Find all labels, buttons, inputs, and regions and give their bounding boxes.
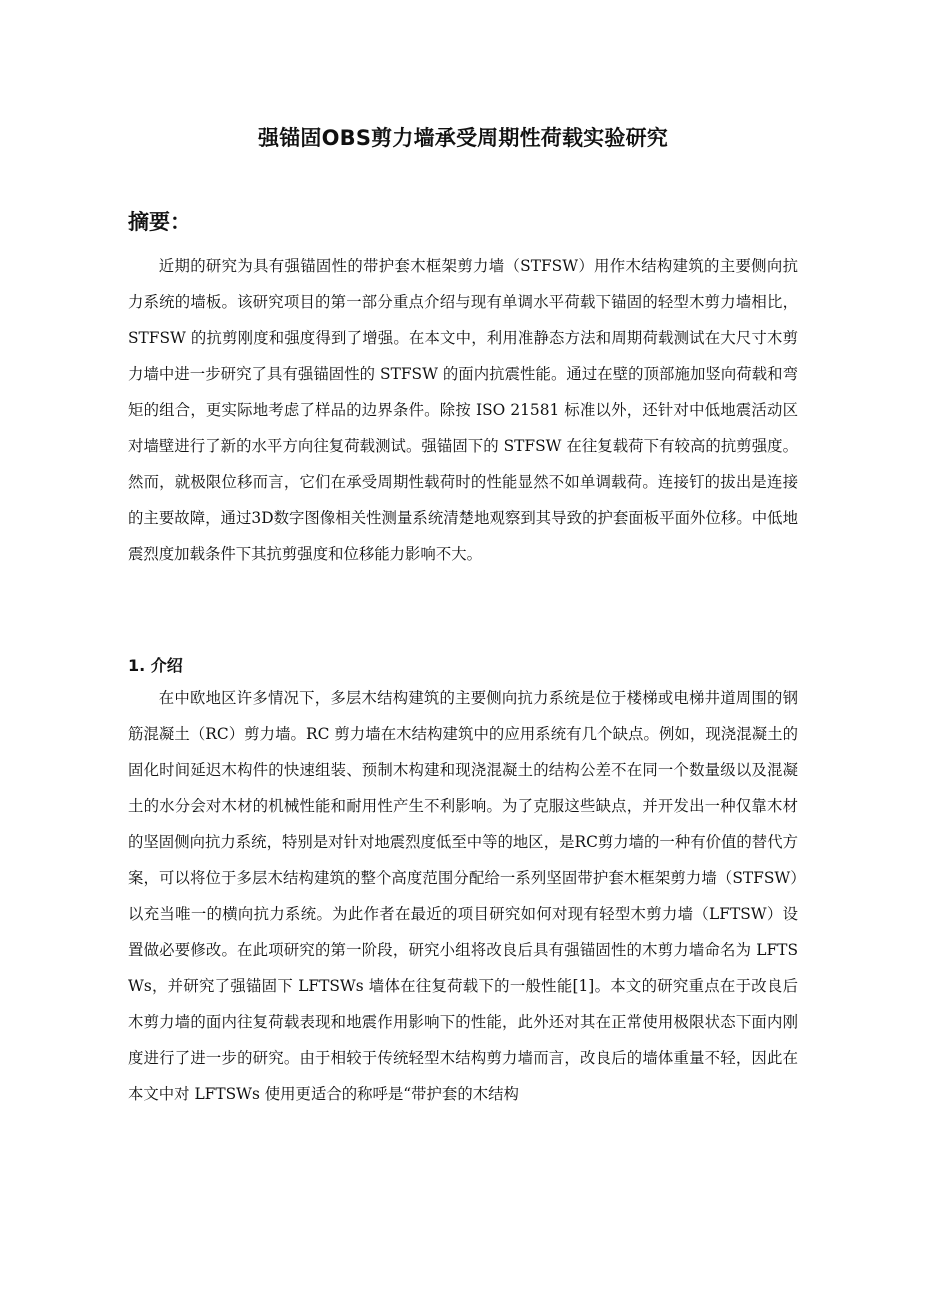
document-title: 强锚固OBS剪力墙承受周期性荷载实验研究 <box>258 126 668 150</box>
abstract-heading: 摘要： <box>128 210 191 234</box>
introduction-paragraph: 在中欧地区许多情况下，多层木结构建筑的主要侧向抗力系统是位于楼梯或电梯井道周围的钢筋混凝土（RC）剪力墙。RC 剪力墙在木结构建筑中的应用系统有几个缺点。例如，现浇混凝土的固化时间延迟木构件的快速组装、预制木构建和现浇混凝土的结构公差不在同一个数量级以及混凝土的水分会对木材的机械性能和耐用性产生不利影响。为了克服这些缺点，并开发出一种仅靠木材的坚固侧向抗力系统，特别是对针对地震烈度低至中等的地区，是RC剪力墙的一种有价值的替代方案，可以将位于多层木结构建筑的整个高度范围分配给一系列坚固带护套木框架剪力墙（STFSW）以充当唯一的横向抗力系统。为此作者在最近的项目研究如何对现有轻型木剪力墙（LFTSW）设置做必要修改。在此项研究的第一阶段，研究小组将改良后具有强锚固性的木剪力墙命名为 LFTSWs，并研究了强锚固下 LFTSWs 墙体在往复荷载下的一般性能[1]。本文的研究重点在于改良后木剪力墙的面内往复荷载表现和地震作用影响下的性能，此外还对其在正常使用极限状态下面内刚度进行了进一步的研究。由于相较于传统轻型木结构剪力墙而言，改良后的墙体重量不轻，因此在本文中对 LFTSWs 使用更适合的称呼是“带护套的木结构 <box>128 689 798 1103</box>
section-heading-introduction: 1. 介绍 <box>128 656 183 675</box>
abstract-paragraph: 近期的研究为具有强锚固性的带护套木框架剪力墙（STFSW）用作木结构建筑的主要侧向抗力系统的墙板。该研究项目的第一部分重点介绍与现有单调水平荷载下锚固的轻型木剪力墙相比，STFSW 的抗剪刚度和强度得到了增强。在本文中，利用准静态方法和周期荷载测试在大尺寸木剪力墙中进一步研究了具有强锚固性的 STFSW 的面内抗震性能。通过在壁的顶部施加竖向荷载和弯矩的组合，更实际地考虑了样品的边界条件。除按 ISO 21581 标准以外，还针对中低地震活动区对墙壁进行了新的水平方向往复荷载测试。强锚固下的 STFSW 在往复载荷下有较高的抗剪强度。然而，就极限位移而言，它们在承受周期性载荷时的性能显然不如单调载荷。连接钉的拔出是连接的主要故障，通过3D数字图像相关性测量系统清楚地观察到其导致的护套面板平面外位移。中低地震烈度加载条件下其抗剪强度和位移能力影响不大。 <box>128 257 798 563</box>
